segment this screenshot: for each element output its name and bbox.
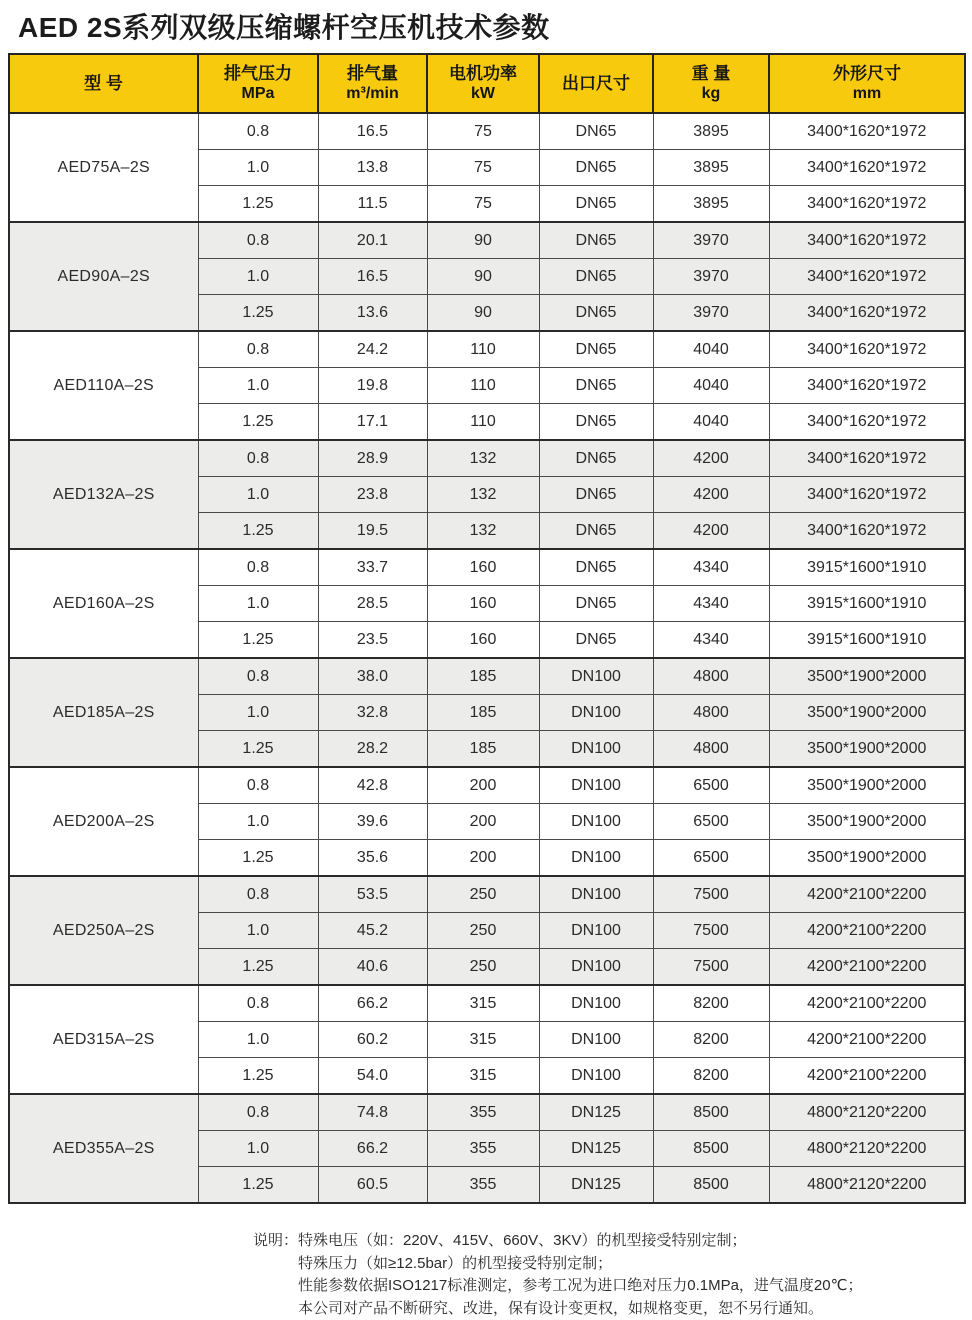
cell-weight: 4340 — [653, 549, 769, 586]
cell-weight: 3895 — [653, 150, 769, 186]
cell-pressure: 1.0 — [198, 586, 318, 622]
cell-outlet: DN100 — [539, 913, 653, 949]
cell-dimensions: 4200*2100*2200 — [769, 876, 965, 913]
spec-table-header — [9, 54, 965, 113]
cell-flow: 28.5 — [318, 586, 427, 622]
cell-dimensions: 3500*1900*2000 — [769, 840, 965, 877]
cell-flow: 13.6 — [318, 295, 427, 332]
cell-weight: 4340 — [653, 586, 769, 622]
cell-weight: 4040 — [653, 368, 769, 404]
cell-power: 200 — [427, 804, 539, 840]
model-group — [9, 331, 965, 440]
cell-pressure: 1.25 — [198, 949, 318, 986]
cell-weight: 3970 — [653, 222, 769, 259]
col-header-label: 出口尺寸 — [540, 73, 652, 94]
model-cell: AED200A–2S — [9, 767, 198, 876]
cell-dimensions: 3400*1620*1972 — [769, 477, 965, 513]
model-group — [9, 1094, 965, 1203]
notes-lines — [298, 1230, 862, 1320]
cell-weight: 6500 — [653, 767, 769, 804]
cell-outlet: DN100 — [539, 1058, 653, 1095]
cell-pressure: 1.25 — [198, 731, 318, 768]
cell-pressure: 1.25 — [198, 1058, 318, 1095]
cell-power: 250 — [427, 949, 539, 986]
cell-power: 200 — [427, 840, 539, 877]
cell-flow: 74.8 — [318, 1094, 427, 1131]
cell-outlet: DN100 — [539, 731, 653, 768]
cell-dimensions: 3400*1620*1972 — [769, 513, 965, 550]
cell-weight: 3895 — [653, 113, 769, 150]
col-header-unit: kg — [654, 84, 768, 104]
cell-flow: 38.0 — [318, 658, 427, 695]
cell-flow: 23.5 — [318, 622, 427, 659]
cell-outlet: DN65 — [539, 186, 653, 223]
spec-row — [9, 658, 965, 695]
cell-power: 90 — [427, 259, 539, 295]
cell-dimensions: 3400*1620*1972 — [769, 186, 965, 223]
col-header-flow — [318, 54, 427, 113]
cell-dimensions: 4200*2100*2200 — [769, 949, 965, 986]
cell-weight: 4800 — [653, 695, 769, 731]
cell-pressure: 0.8 — [198, 876, 318, 913]
cell-power: 90 — [427, 222, 539, 259]
model-group — [9, 440, 965, 549]
cell-weight: 8500 — [653, 1131, 769, 1167]
spec-row — [9, 549, 965, 586]
cell-outlet: DN65 — [539, 404, 653, 441]
cell-weight: 4040 — [653, 404, 769, 441]
cell-flow: 33.7 — [318, 549, 427, 586]
spec-table — [8, 53, 966, 1204]
cell-power: 250 — [427, 876, 539, 913]
cell-flow: 23.8 — [318, 477, 427, 513]
cell-flow: 53.5 — [318, 876, 427, 913]
spec-row — [9, 440, 965, 477]
cell-power: 90 — [427, 295, 539, 332]
cell-weight: 8200 — [653, 1022, 769, 1058]
cell-dimensions: 3915*1600*1910 — [769, 549, 965, 586]
model-cell: AED250A–2S — [9, 876, 198, 985]
cell-flow: 45.2 — [318, 913, 427, 949]
cell-pressure: 1.0 — [198, 695, 318, 731]
note-line: 特殊压力（如≥12.5bar）的机型接受特别定制； — [298, 1253, 862, 1276]
cell-outlet: DN65 — [539, 222, 653, 259]
col-header-unit: mm — [770, 84, 964, 104]
col-header-model — [9, 54, 198, 113]
cell-power: 132 — [427, 477, 539, 513]
cell-flow: 39.6 — [318, 804, 427, 840]
model-group — [9, 876, 965, 985]
cell-flow: 28.2 — [318, 731, 427, 768]
col-header-unit: m³/min — [319, 84, 426, 104]
spec-row — [9, 222, 965, 259]
model-cell: AED110A–2S — [9, 331, 198, 440]
cell-weight: 4040 — [653, 331, 769, 368]
cell-pressure: 0.8 — [198, 1094, 318, 1131]
cell-flow: 16.5 — [318, 113, 427, 150]
cell-dimensions: 4200*2100*2200 — [769, 1022, 965, 1058]
cell-outlet: DN65 — [539, 150, 653, 186]
col-header-power — [427, 54, 539, 113]
cell-weight: 6500 — [653, 840, 769, 877]
header-row — [9, 54, 965, 113]
model-cell: AED315A–2S — [9, 985, 198, 1094]
cell-power: 110 — [427, 404, 539, 441]
cell-flow: 35.6 — [318, 840, 427, 877]
notes-label: 说明： — [253, 1230, 298, 1253]
cell-outlet: DN100 — [539, 985, 653, 1022]
spec-row — [9, 331, 965, 368]
cell-dimensions: 3400*1620*1972 — [769, 368, 965, 404]
cell-outlet: DN65 — [539, 295, 653, 332]
cell-power: 110 — [427, 368, 539, 404]
note-line: 性能参数依据ISO1217标准测定，参考工况为进口绝对压力0.1MPa，进气温度20℃； — [298, 1275, 862, 1298]
cell-flow: 60.2 — [318, 1022, 427, 1058]
cell-pressure: 1.0 — [198, 804, 318, 840]
cell-outlet: DN100 — [539, 840, 653, 877]
model-group — [9, 658, 965, 767]
cell-outlet: DN65 — [539, 477, 653, 513]
cell-pressure: 0.8 — [198, 113, 318, 150]
cell-flow: 66.2 — [318, 985, 427, 1022]
cell-pressure: 1.0 — [198, 1131, 318, 1167]
cell-dimensions: 3400*1620*1972 — [769, 222, 965, 259]
cell-outlet: DN100 — [539, 949, 653, 986]
cell-power: 250 — [427, 913, 539, 949]
cell-dimensions: 3400*1620*1972 — [769, 404, 965, 441]
cell-weight: 8500 — [653, 1167, 769, 1204]
model-group — [9, 222, 965, 331]
cell-power: 160 — [427, 549, 539, 586]
cell-pressure: 1.0 — [198, 150, 318, 186]
cell-power: 185 — [427, 695, 539, 731]
model-group — [9, 549, 965, 658]
cell-outlet: DN65 — [539, 549, 653, 586]
model-cell: AED132A–2S — [9, 440, 198, 549]
cell-dimensions: 4200*2100*2200 — [769, 985, 965, 1022]
col-header-unit: kW — [428, 84, 538, 104]
cell-outlet: DN125 — [539, 1094, 653, 1131]
cell-pressure: 1.25 — [198, 295, 318, 332]
model-cell: AED160A–2S — [9, 549, 198, 658]
cell-power: 160 — [427, 622, 539, 659]
cell-dimensions: 3400*1620*1972 — [769, 150, 965, 186]
cell-flow: 20.1 — [318, 222, 427, 259]
cell-dimensions: 3400*1620*1972 — [769, 440, 965, 477]
cell-flow: 28.9 — [318, 440, 427, 477]
cell-weight: 8500 — [653, 1094, 769, 1131]
cell-dimensions: 3500*1900*2000 — [769, 731, 965, 768]
cell-power: 355 — [427, 1094, 539, 1131]
col-header-label: 排气量 — [319, 63, 426, 84]
cell-weight: 8200 — [653, 1058, 769, 1095]
model-cell: AED355A–2S — [9, 1094, 198, 1203]
cell-flow: 13.8 — [318, 150, 427, 186]
cell-pressure: 0.8 — [198, 440, 318, 477]
cell-pressure: 1.25 — [198, 622, 318, 659]
col-header-label: 电机功率 — [428, 63, 538, 84]
note-line: 特殊电压（如：220V、415V、660V、3KV）的机型接受特别定制； — [298, 1230, 862, 1253]
cell-weight: 4340 — [653, 622, 769, 659]
col-header-outlet — [539, 54, 653, 113]
cell-flow: 32.8 — [318, 695, 427, 731]
cell-dimensions: 4800*2120*2200 — [769, 1131, 965, 1167]
cell-outlet: DN100 — [539, 695, 653, 731]
cell-outlet: DN125 — [539, 1131, 653, 1167]
model-group — [9, 113, 965, 222]
note-line: 本公司对产品不断研究、改进，保有设计变更权，如规格变更，恕不另行通知。 — [298, 1298, 862, 1320]
cell-pressure: 0.8 — [198, 658, 318, 695]
cell-flow: 60.5 — [318, 1167, 427, 1204]
cell-outlet: DN100 — [539, 1022, 653, 1058]
cell-weight: 4200 — [653, 477, 769, 513]
cell-dimensions: 4800*2120*2200 — [769, 1094, 965, 1131]
cell-dimensions: 4200*2100*2200 — [769, 913, 965, 949]
cell-weight: 4800 — [653, 731, 769, 768]
col-header-weight — [653, 54, 769, 113]
cell-flow: 19.5 — [318, 513, 427, 550]
cell-power: 160 — [427, 586, 539, 622]
cell-dimensions: 3500*1900*2000 — [769, 804, 965, 840]
spec-sheet — [0, 6, 972, 1281]
cell-weight: 7500 — [653, 876, 769, 913]
cell-dimensions: 3400*1620*1972 — [769, 259, 965, 295]
cell-dimensions: 4800*2120*2200 — [769, 1167, 965, 1204]
cell-weight: 3970 — [653, 295, 769, 332]
cell-power: 75 — [427, 186, 539, 223]
spec-row — [9, 985, 965, 1022]
cell-outlet: DN65 — [539, 513, 653, 550]
cell-pressure: 1.0 — [198, 1022, 318, 1058]
cell-weight: 4800 — [653, 658, 769, 695]
cell-pressure: 1.25 — [198, 1167, 318, 1204]
cell-pressure: 0.8 — [198, 549, 318, 586]
cell-power: 132 — [427, 513, 539, 550]
cell-power: 200 — [427, 767, 539, 804]
cell-pressure: 1.0 — [198, 259, 318, 295]
cell-outlet: DN125 — [539, 1167, 653, 1204]
cell-pressure: 1.25 — [198, 513, 318, 550]
cell-dimensions: 3400*1620*1972 — [769, 295, 965, 332]
cell-weight: 6500 — [653, 804, 769, 840]
cell-flow: 42.8 — [318, 767, 427, 804]
cell-power: 315 — [427, 1058, 539, 1095]
cell-dimensions: 3400*1620*1972 — [769, 113, 965, 150]
cell-power: 75 — [427, 113, 539, 150]
cell-flow: 16.5 — [318, 259, 427, 295]
cell-outlet: DN65 — [539, 331, 653, 368]
cell-flow: 66.2 — [318, 1131, 427, 1167]
model-cell: AED185A–2S — [9, 658, 198, 767]
cell-weight: 8200 — [653, 985, 769, 1022]
cell-outlet: DN65 — [539, 113, 653, 150]
cell-weight: 4200 — [653, 440, 769, 477]
col-header-dimensions — [769, 54, 965, 113]
cell-pressure: 1.0 — [198, 368, 318, 404]
model-cell: AED90A–2S — [9, 222, 198, 331]
cell-flow: 54.0 — [318, 1058, 427, 1095]
page-title: AED 2S系列双级压缩螺杆空压机技术参数 — [18, 6, 972, 46]
cell-dimensions: 3500*1900*2000 — [769, 695, 965, 731]
col-header-unit: MPa — [199, 84, 317, 104]
col-header-pressure — [198, 54, 318, 113]
cell-power: 355 — [427, 1131, 539, 1167]
cell-power: 315 — [427, 985, 539, 1022]
cell-dimensions: 3915*1600*1910 — [769, 586, 965, 622]
cell-pressure: 1.25 — [198, 186, 318, 223]
cell-pressure: 1.0 — [198, 913, 318, 949]
cell-flow: 19.8 — [318, 368, 427, 404]
col-header-label: 排气压力 — [199, 63, 317, 84]
cell-dimensions: 4200*2100*2200 — [769, 1058, 965, 1095]
cell-outlet: DN100 — [539, 658, 653, 695]
notes-block — [253, 1230, 972, 1320]
cell-pressure: 0.8 — [198, 767, 318, 804]
cell-flow: 40.6 — [318, 949, 427, 986]
spec-row — [9, 1094, 965, 1131]
cell-flow: 24.2 — [318, 331, 427, 368]
cell-outlet: DN65 — [539, 368, 653, 404]
cell-flow: 11.5 — [318, 186, 427, 223]
cell-pressure: 1.25 — [198, 840, 318, 877]
spec-row — [9, 113, 965, 150]
cell-outlet: DN65 — [539, 586, 653, 622]
spec-row — [9, 767, 965, 804]
cell-weight: 3970 — [653, 259, 769, 295]
cell-dimensions: 3500*1900*2000 — [769, 658, 965, 695]
cell-pressure: 0.8 — [198, 331, 318, 368]
cell-weight: 4200 — [653, 513, 769, 550]
cell-pressure: 0.8 — [198, 222, 318, 259]
cell-outlet: DN100 — [539, 876, 653, 913]
col-header-label: 外形尺寸 — [770, 63, 964, 84]
cell-weight: 7500 — [653, 913, 769, 949]
spec-row — [9, 876, 965, 913]
cell-pressure: 1.25 — [198, 404, 318, 441]
cell-power: 185 — [427, 731, 539, 768]
col-header-label: 重 量 — [654, 63, 768, 84]
cell-power: 355 — [427, 1167, 539, 1204]
cell-dimensions: 3400*1620*1972 — [769, 331, 965, 368]
cell-weight: 7500 — [653, 949, 769, 986]
cell-outlet: DN100 — [539, 767, 653, 804]
cell-power: 132 — [427, 440, 539, 477]
cell-weight: 3895 — [653, 186, 769, 223]
cell-dimensions: 3915*1600*1910 — [769, 622, 965, 659]
cell-pressure: 0.8 — [198, 985, 318, 1022]
cell-flow: 17.1 — [318, 404, 427, 441]
model-group — [9, 985, 965, 1094]
model-cell: AED75A–2S — [9, 113, 198, 222]
cell-power: 110 — [427, 331, 539, 368]
cell-power: 315 — [427, 1022, 539, 1058]
cell-power: 185 — [427, 658, 539, 695]
cell-outlet: DN100 — [539, 804, 653, 840]
cell-dimensions: 3500*1900*2000 — [769, 767, 965, 804]
cell-outlet: DN65 — [539, 622, 653, 659]
cell-outlet: DN65 — [539, 259, 653, 295]
cell-power: 75 — [427, 150, 539, 186]
col-header-label: 型 号 — [10, 73, 197, 94]
model-group — [9, 767, 965, 876]
cell-pressure: 1.0 — [198, 477, 318, 513]
cell-outlet: DN65 — [539, 440, 653, 477]
